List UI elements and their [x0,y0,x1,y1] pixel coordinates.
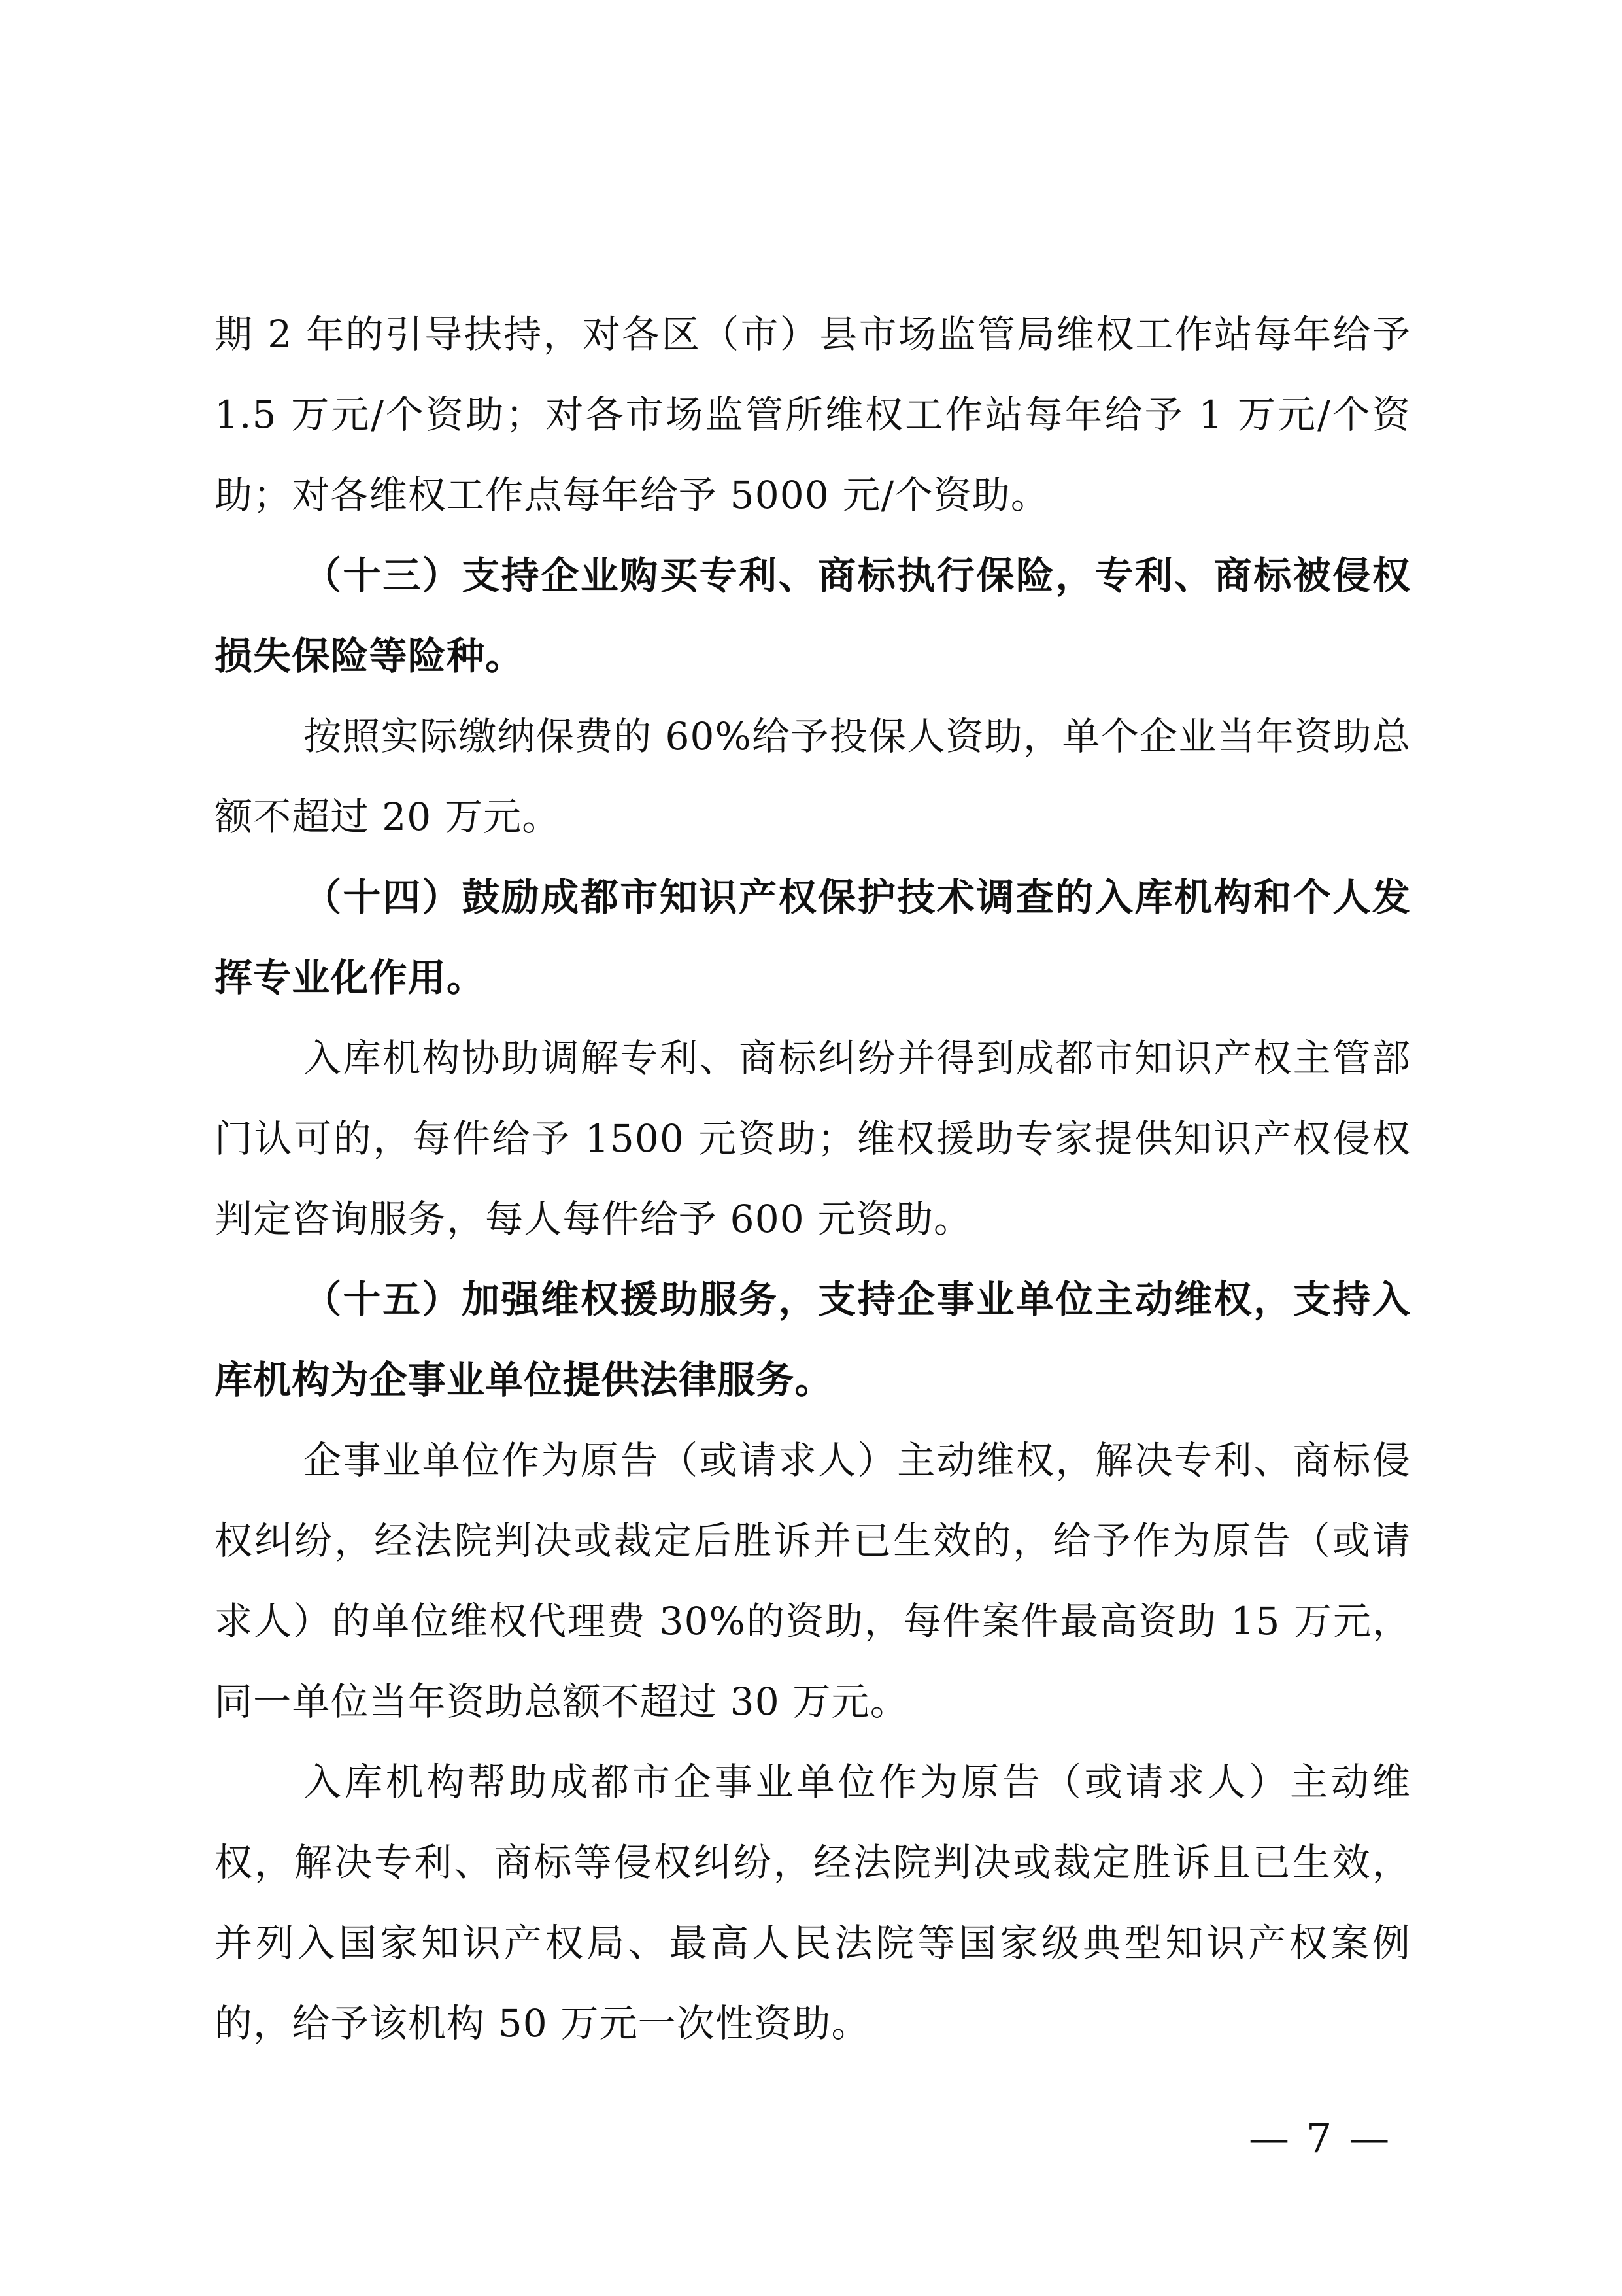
paragraph-institution-subsidy: 入库机构帮助成都市企事业单位作为原告（或请求人）主动维权，解决专利、商标等侵权纠纷，经法院判决或裁定胜诉且已生效，并列入国家知识产权局、最高人民法院等国家级典型知识产权案例的，给予该机构 50 万元一次性资助。 [214,1760,1411,2046]
section-heading-13: （十三）支持企业购买专利、商标执行保险，专利、商标被侵权损失保险等险种。 [214,553,1411,678]
section-heading-15: （十五）加强维权援助服务，支持企事业单位主动维权，支持入库机构为企事业单位提供法律服务。 [214,1277,1411,1402]
paragraph-mediation-subsidy: 入库机构协助调解专利、商标纠纷并得到成都市知识产权主管部门认可的，每件给予 1500 元资助；维权援助专家提供知识产权侵权判定咨询服务，每人每件给予 600 元资助。 [214,1036,1411,1241]
paragraph-plaintiff-subsidy: 企事业单位作为原告（或请求人）主动维权，解决专利、商标侵权纠纷，经法院判决或裁定后胜诉并已生效的，给予作为原告（或请求人）的单位维权代理费 30%的资助，每件案件最高资助 15 万元，同一单位当年资助总额不超过 30 万元。 [214,1438,1411,1724]
page-number: — 7 — [1249,2114,1392,2162]
document-body [214,294,1411,2064]
paragraph-insurance-subsidy: 按照实际缴纳保费的 60%给予投保人资助，单个企业当年资助总额不超过 20 万元。 [214,714,1411,839]
paragraph-continuation: 期 2 年的引导扶持，对各区（市）县市场监管局维权工作站每年给予 1.5 万元/个资助；对各市场监管所维权工作站每年给予 1 万元/个资助；对各维权工作点每年给予 5000 元/个资助。 [214,312,1411,517]
section-heading-14: （十四）鼓励成都市知识产权保护技术调查的入库机构和个人发挥专业化作用。 [214,875,1411,1000]
